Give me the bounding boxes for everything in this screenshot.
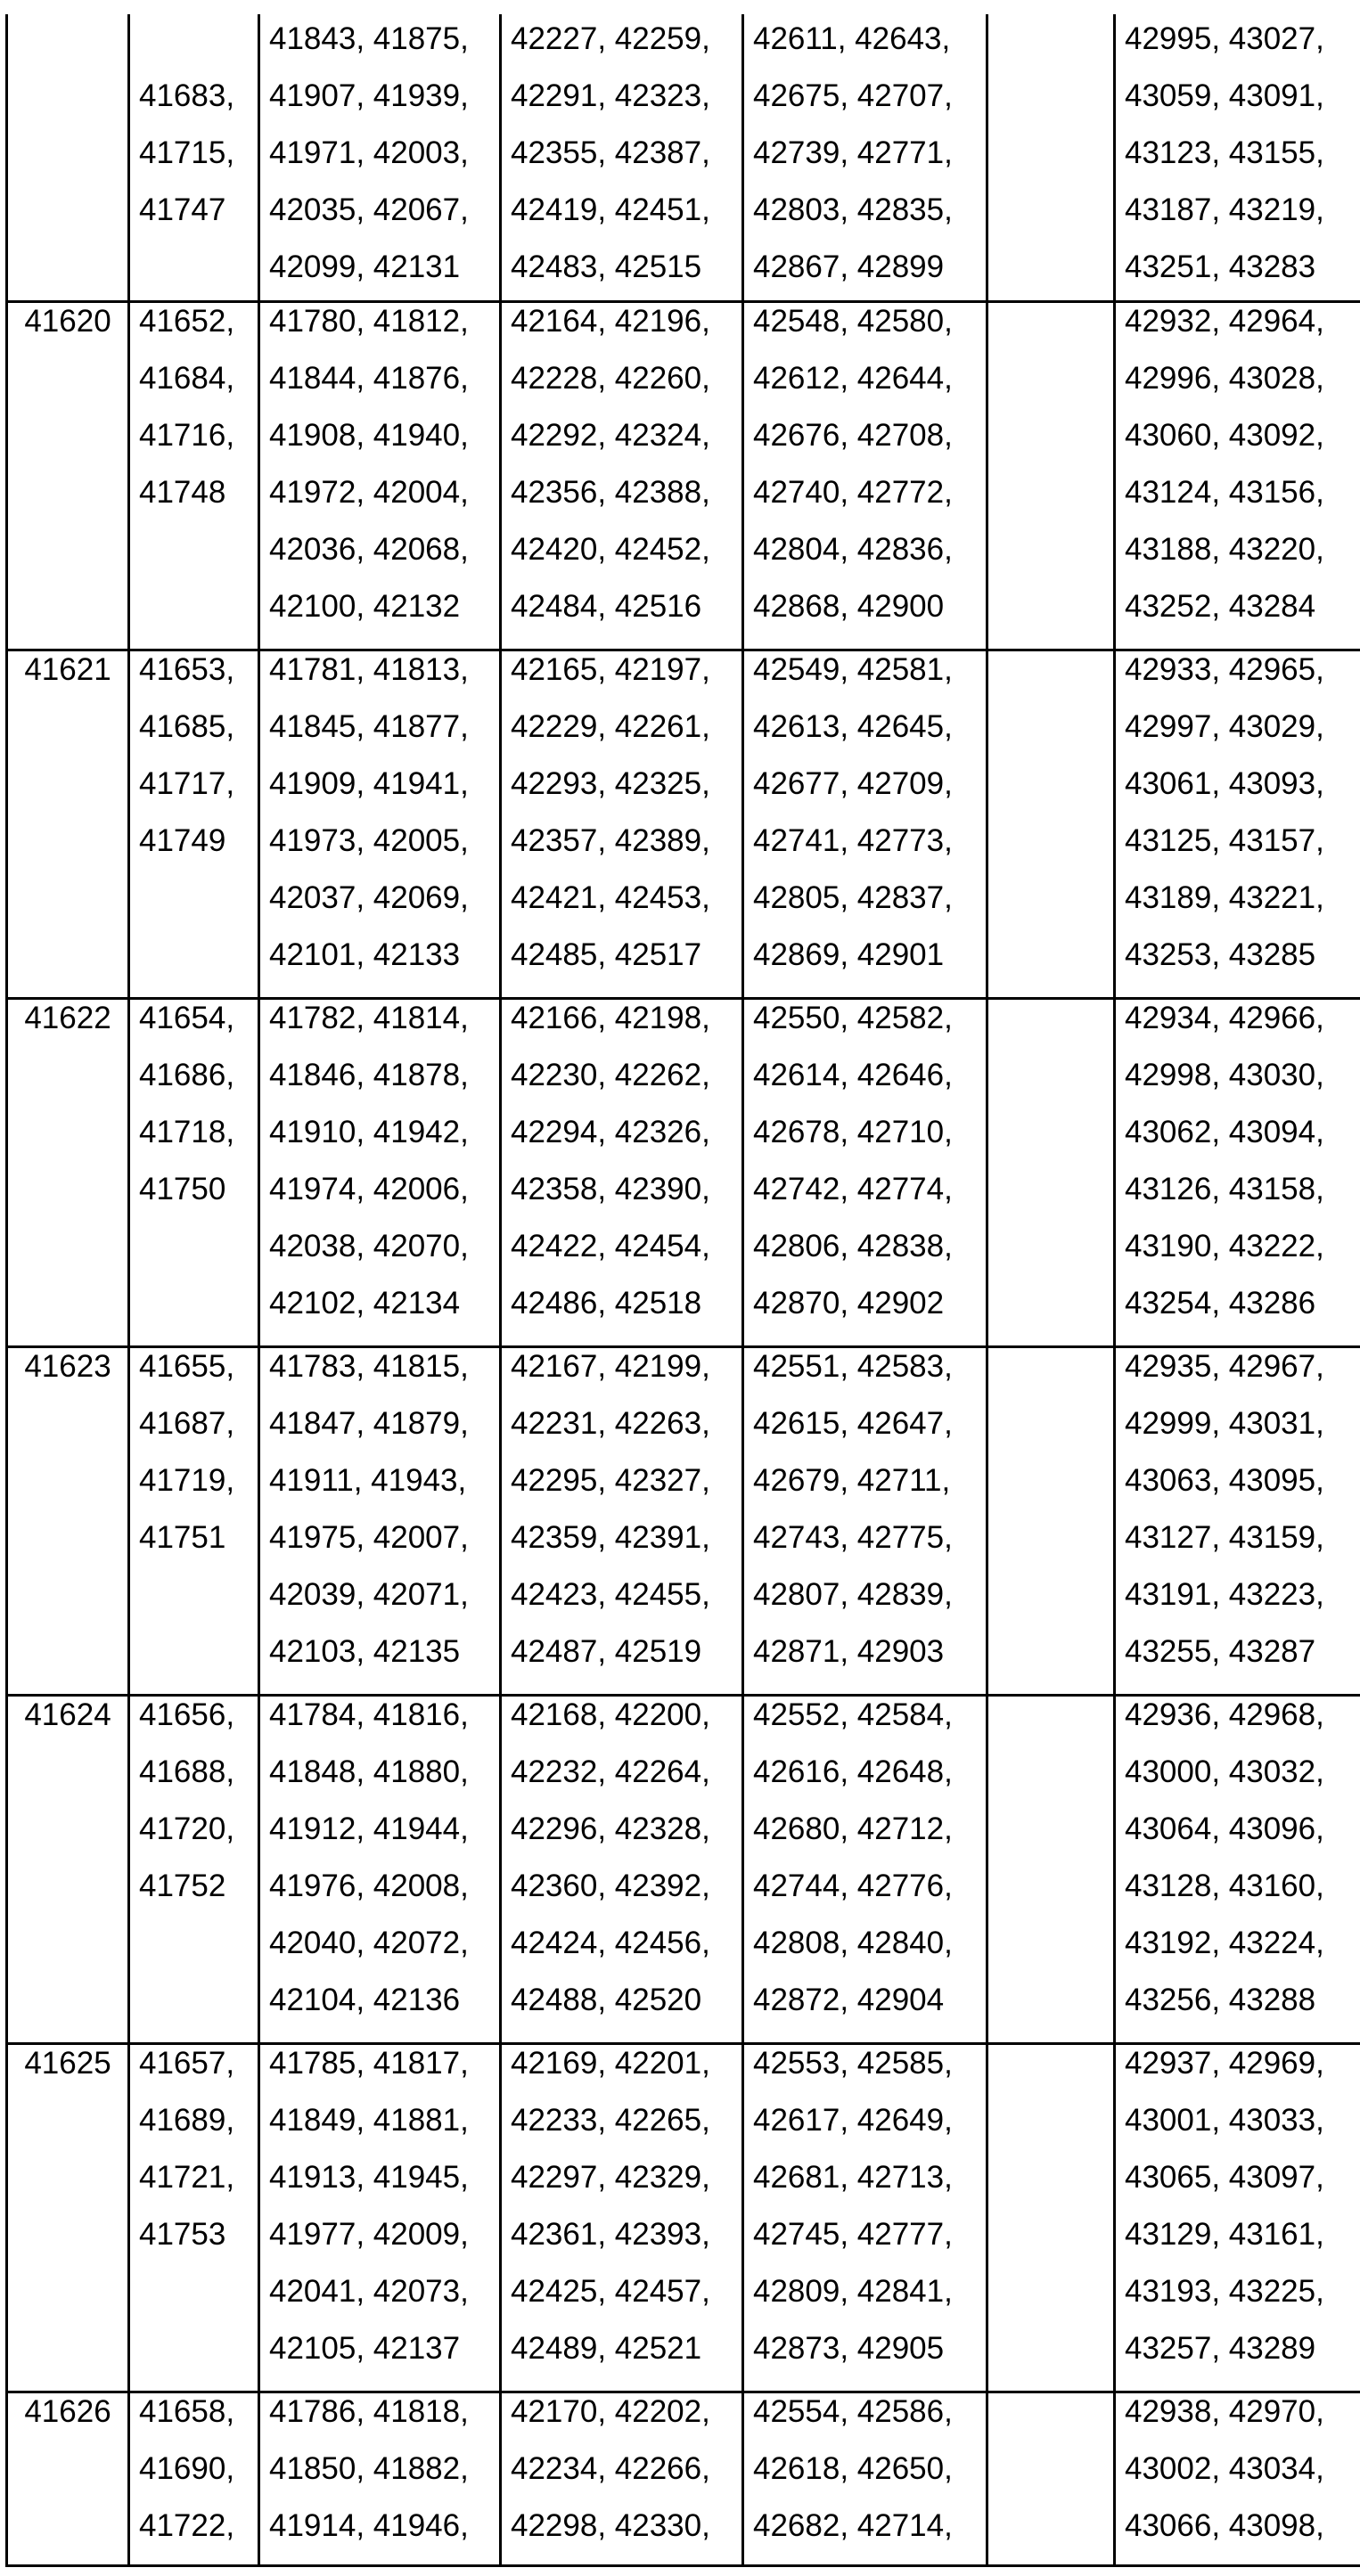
- row-id: 41620: [8, 303, 127, 350]
- row-id-cell: [8, 2393, 130, 2564]
- cell-values: 41653, 41685, 41717, 41749: [130, 651, 258, 870]
- row-id: 41622: [8, 1000, 127, 1047]
- cell-values: 41781, 41813, 41845, 41877, 41909, 41941, 41973, 42005, 42037, 42069, 42101, 42133: [260, 651, 499, 984]
- row-id: 41625: [8, 2045, 127, 2092]
- cell-values: 41784, 41816, 41848, 41880, 41912, 41944, 41976, 42008, 42040, 42072, 42104, 42136: [260, 1697, 499, 2029]
- table-cell-col-5: [744, 14, 988, 300]
- table-cell-col-2: [130, 1697, 260, 2042]
- table-cell-col-6: [988, 14, 1116, 300]
- cell-values: 41683, 41715, 41747: [130, 14, 258, 239]
- table-cell-col-5: [744, 1348, 988, 1694]
- table-cell-col-7: [1116, 1697, 1360, 2042]
- row-id: 41621: [8, 651, 127, 699]
- table-cell-col-2: [130, 2393, 260, 2564]
- table-cell-col-4: [502, 2045, 744, 2391]
- table-cell-col-7: [1116, 651, 1360, 997]
- table-cell-col-7: [1116, 1348, 1360, 1694]
- table-row: [8, 14, 1360, 303]
- table-row: [8, 2045, 1360, 2393]
- row-id-cell: [8, 1348, 130, 1694]
- cell-values: 42938, 42970, 43002, 43034, 43066, 43098,: [1116, 2393, 1360, 2555]
- table-cell-col-3: [260, 1697, 502, 2042]
- table-cell-col-3: [260, 2045, 502, 2391]
- table-cell-col-3: [260, 303, 502, 649]
- row-id-cell: [8, 1697, 130, 2042]
- cell-values: 42549, 42581, 42613, 42645, 42677, 42709, 42741, 42773, 42805, 42837, 42869, 42901: [744, 651, 986, 984]
- cell-values: 42554, 42586, 42618, 42650, 42682, 42714,: [744, 2393, 986, 2555]
- table-cell-col-4: [502, 1000, 744, 1345]
- cell-values: 42995, 43027, 43059, 43091, 43123, 43155, 43187, 43219, 43251, 43283: [1116, 14, 1360, 296]
- table-cell-col-7: [1116, 303, 1360, 649]
- cell-values: 42164, 42196, 42228, 42260, 42292, 42324, 42356, 42388, 42420, 42452, 42484, 42516: [502, 303, 741, 635]
- cell-values: 42550, 42582, 42614, 42646, 42678, 42710, 42742, 42774, 42806, 42838, 42870, 42902: [744, 1000, 986, 1332]
- row-id-cell: [8, 303, 130, 649]
- cell-values: 42166, 42198, 42230, 42262, 42294, 42326, 42358, 42390, 42422, 42454, 42486, 42518: [502, 1000, 741, 1332]
- cell-values: 41656, 41688, 41720, 41752: [130, 1697, 258, 1915]
- table-cell-col-2: [130, 303, 260, 649]
- table-cell-col-6: [988, 1348, 1116, 1694]
- cell-values: 41786, 41818, 41850, 41882, 41914, 41946,: [260, 2393, 499, 2555]
- table-cell-col-6: [988, 1697, 1116, 2042]
- table-cell-col-4: [502, 1697, 744, 2042]
- table-cell-col-6: [988, 1000, 1116, 1345]
- row-id: 41626: [8, 2393, 127, 2441]
- cell-values: 42551, 42583, 42615, 42647, 42679, 42711, 42743, 42775, 42807, 42839, 42871, 42903: [744, 1348, 986, 1681]
- table-cell-col-2: [130, 14, 260, 300]
- cell-values: 42611, 42643, 42675, 42707, 42739, 42771, 42803, 42835, 42867, 42899: [744, 14, 986, 296]
- table-cell-col-4: [502, 303, 744, 649]
- table-cell-col-7: [1116, 2393, 1360, 2564]
- table-cell-col-3: [260, 2393, 502, 2564]
- cell-values: 42935, 42967, 42999, 43031, 43063, 43095, 43127, 43159, 43191, 43223, 43255, 43287: [1116, 1348, 1360, 1681]
- table-cell-col-6: [988, 2045, 1116, 2391]
- cell-values: 42932, 42964, 42996, 43028, 43060, 43092, 43124, 43156, 43188, 43220, 43252, 43284: [1116, 303, 1360, 635]
- cell-values: 41780, 41812, 41844, 41876, 41908, 41940, 41972, 42004, 42036, 42068, 42100, 42132: [260, 303, 499, 635]
- cell-values: 41654, 41686, 41718, 41750: [130, 1000, 258, 1218]
- table-cell-col-5: [744, 2393, 988, 2564]
- table-cell-col-3: [260, 14, 502, 300]
- cell-values: 42165, 42197, 42229, 42261, 42293, 42325, 42357, 42389, 42421, 42453, 42485, 42517: [502, 651, 741, 984]
- row-id: 41624: [8, 1697, 127, 1744]
- table-cell-col-6: [988, 2393, 1116, 2564]
- table-cell-col-2: [130, 1348, 260, 1694]
- table-cell-col-4: [502, 2393, 744, 2564]
- table-row: [8, 651, 1360, 1000]
- table-row: [8, 1348, 1360, 1697]
- table-cell-col-5: [744, 2045, 988, 2391]
- cell-values: 41652, 41684, 41716, 41748: [130, 303, 258, 521]
- cell-values: 42936, 42968, 43000, 43032, 43064, 43096, 43128, 43160, 43192, 43224, 43256, 43288: [1116, 1697, 1360, 2029]
- table-row: [8, 2393, 1360, 2567]
- cell-values: 41782, 41814, 41846, 41878, 41910, 41942, 41974, 42006, 42038, 42070, 42102, 42134: [260, 1000, 499, 1332]
- table-cell-col-3: [260, 1000, 502, 1345]
- table-cell-col-7: [1116, 2045, 1360, 2391]
- table-cell-col-2: [130, 1000, 260, 1345]
- cell-values: 42170, 42202, 42234, 42266, 42298, 42330,: [502, 2393, 741, 2555]
- cell-values: 41658, 41690, 41722,: [130, 2393, 258, 2555]
- cell-values: 42169, 42201, 42233, 42265, 42297, 42329, 42361, 42393, 42425, 42457, 42489, 42521: [502, 2045, 741, 2377]
- cell-values: 42934, 42966, 42998, 43030, 43062, 43094, 43126, 43158, 43190, 43222, 43254, 43286: [1116, 1000, 1360, 1332]
- data-table: [5, 14, 1360, 2567]
- table-row: [8, 303, 1360, 651]
- cell-values: 41783, 41815, 41847, 41879, 41911, 41943, 41975, 42007, 42039, 42071, 42103, 42135: [260, 1348, 499, 1681]
- cell-values: 42227, 42259, 42291, 42323, 42355, 42387, 42419, 42451, 42483, 42515: [502, 14, 741, 296]
- cell-values: 42553, 42585, 42617, 42649, 42681, 42713, 42745, 42777, 42809, 42841, 42873, 42905: [744, 2045, 986, 2377]
- table-cell-col-5: [744, 1000, 988, 1345]
- cell-values: 42168, 42200, 42232, 42264, 42296, 42328, 42360, 42392, 42424, 42456, 42488, 42520: [502, 1697, 741, 2029]
- table-cell-col-4: [502, 651, 744, 997]
- table-cell-col-6: [988, 651, 1116, 997]
- cell-values: 41655, 41687, 41719, 41751: [130, 1348, 258, 1566]
- table-cell-col-4: [502, 14, 744, 300]
- row-id-cell: [8, 651, 130, 997]
- table-cell-col-7: [1116, 14, 1360, 300]
- cell-values: 41657, 41689, 41721, 41753: [130, 2045, 258, 2263]
- table-row: [8, 1697, 1360, 2045]
- table-cell-col-6: [988, 303, 1116, 649]
- cell-values: 42937, 42969, 43001, 43033, 43065, 43097, 43129, 43161, 43193, 43225, 43257, 43289: [1116, 2045, 1360, 2377]
- table-cell-col-2: [130, 2045, 260, 2391]
- cell-values: 42933, 42965, 42997, 43029, 43061, 43093, 43125, 43157, 43189, 43221, 43253, 43285: [1116, 651, 1360, 984]
- table-cell-col-3: [260, 651, 502, 997]
- cell-values: 41785, 41817, 41849, 41881, 41913, 41945, 41977, 42009, 42041, 42073, 42105, 42137: [260, 2045, 499, 2377]
- row-id-cell: [8, 1000, 130, 1345]
- table-cell-col-5: [744, 303, 988, 649]
- table-row: [8, 1000, 1360, 1348]
- table-cell-col-2: [130, 651, 260, 997]
- table-cell-col-7: [1116, 1000, 1360, 1345]
- row-id-cell: [8, 14, 130, 300]
- table-cell-col-5: [744, 1697, 988, 2042]
- row-id-cell: [8, 2045, 130, 2391]
- cell-values: 42548, 42580, 42612, 42644, 42676, 42708, 42740, 42772, 42804, 42836, 42868, 42900: [744, 303, 986, 635]
- cell-values: 42167, 42199, 42231, 42263, 42295, 42327, 42359, 42391, 42423, 42455, 42487, 42519: [502, 1348, 741, 1681]
- table-cell-col-4: [502, 1348, 744, 1694]
- row-id: 41623: [8, 1348, 127, 1395]
- table-cell-col-5: [744, 651, 988, 997]
- cell-values: 42552, 42584, 42616, 42648, 42680, 42712, 42744, 42776, 42808, 42840, 42872, 42904: [744, 1697, 986, 2029]
- cell-values: 41843, 41875, 41907, 41939, 41971, 42003, 42035, 42067, 42099, 42131: [260, 14, 499, 296]
- table-cell-col-3: [260, 1348, 502, 1694]
